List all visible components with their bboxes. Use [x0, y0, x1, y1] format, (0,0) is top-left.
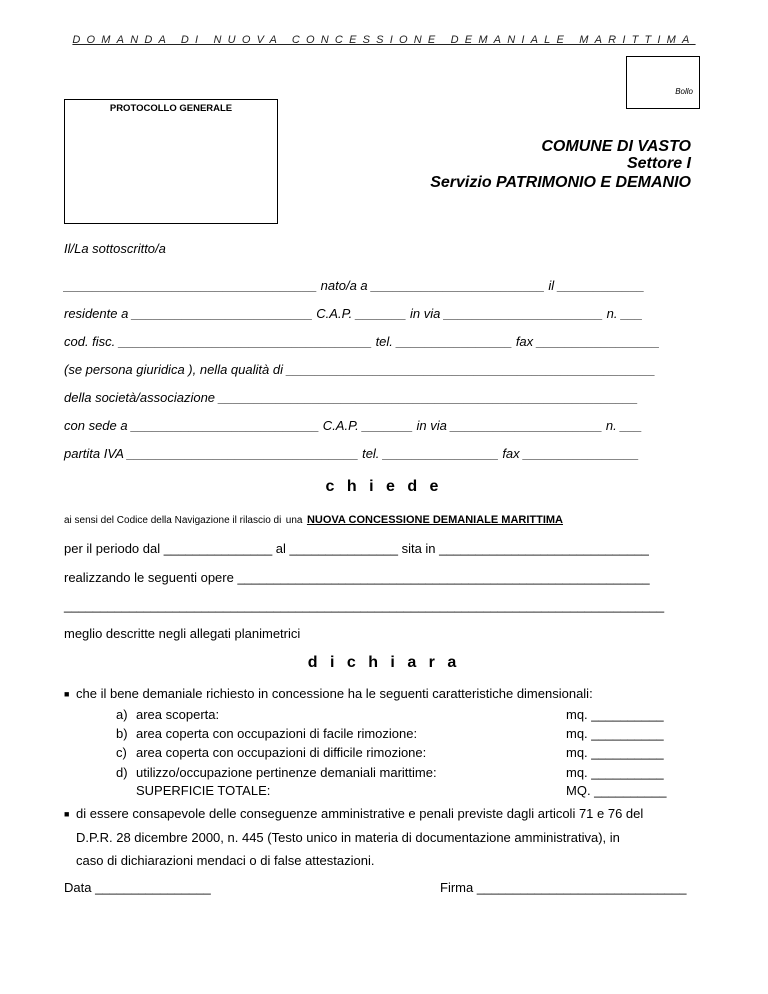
chiede-heading: c h i e d e — [325, 478, 443, 495]
item-c-letter: c) — [116, 745, 127, 760]
bullet-square-icon: ■ — [64, 689, 70, 699]
giuridica-line: (se persona giuridica ), nella qualità di ___________________________________________________ — [64, 362, 656, 377]
sede-line: con sede a __________________________ C.A.P. _______ in via _____________________ n. ___ — [64, 418, 643, 433]
intro-text: ai sensi del Codice della Navigazione il rilascio di — [64, 515, 282, 526]
item-a-unit: mq. __________ — [566, 707, 664, 722]
intro-una: una — [285, 515, 303, 526]
data-field: Data ________________ — [64, 880, 211, 895]
dichiara-heading: d i c h i a r a — [307, 654, 461, 671]
allegati-text: meglio descritte negli allegati planimetrici — [64, 626, 301, 641]
totale-unit: MQ. __________ — [566, 783, 667, 798]
servizio: Servizio PATRIMONIO E DEMANIO — [430, 174, 691, 191]
comune-name: COMUNE DI VASTO — [541, 138, 691, 155]
codfisc-line: cod. fisc. ___________________________________ tel. ________________ fax _________________ — [64, 334, 660, 349]
residente-line: residente a _________________________ C.A.P. _______ in via ______________________ n. ___ — [64, 306, 643, 321]
iva-line: partita IVA ________________________________ tel. ________________ fax ________________ — [64, 446, 639, 461]
item-d-unit: mq. __________ — [566, 765, 664, 780]
nato-line: ___________________________________ nato/a a ________________________ il ____________ — [64, 278, 645, 293]
item-b-unit: mq. __________ — [566, 726, 664, 741]
settore: Settore I — [626, 155, 691, 172]
item-b-letter: b) — [116, 726, 128, 741]
periodo-line: per il periodo dal _______________ al _______________ sita in _____________________________ — [64, 541, 649, 556]
item-c-text: area coperta con occupazioni di difficile rimozione: — [136, 745, 427, 760]
sottoscritto-label: Il/La sottoscritto/a — [64, 241, 166, 256]
bullet-square-icon: ■ — [64, 809, 70, 819]
item-a-text: area scoperta: — [136, 707, 220, 722]
intro-bold: NUOVA CONCESSIONE DEMANIALE MARITTIMA — [306, 514, 563, 526]
totale-label: SUPERFICIE TOTALE: — [136, 783, 271, 798]
protocollo-box — [64, 99, 278, 224]
bullet2-line3: caso di dichiarazioni mendaci o di false attestazioni. — [76, 853, 375, 868]
societa-line: della società/associazione __________________________________________________________ — [64, 390, 638, 405]
chiede-intro — [64, 510, 563, 528]
item-b-text: area coperta con occupazioni di facile rimozione: — [136, 726, 418, 741]
document-title: DOMANDA DI NUOVA CONCESSIONE DEMANIALE MARITTIMA — [72, 34, 696, 46]
item-a-letter: a) — [116, 707, 128, 722]
firma-field: Firma _____________________________ — [440, 880, 687, 895]
item-d-letter: d) — [116, 765, 128, 780]
item-c-unit: mq. __________ — [566, 745, 664, 760]
bollo-box — [626, 56, 700, 109]
protocollo-label: PROTOCOLLO GENERALE — [109, 103, 233, 114]
item-d-text: utilizzo/occupazione pertinenze demaniali marittime: — [136, 765, 437, 780]
bollo-label: Bollo — [675, 87, 693, 96]
bullet2-line2: D.P.R. 28 dicembre 2000, n. 445 (Testo unico in materia di documentazione amministrativa), in — [76, 830, 620, 845]
opere-line: realizzando le seguenti opere _________________________________________________________ — [64, 570, 650, 585]
bullet2-line1: di essere consapevole delle conseguenze amministrative e penali previste dagli articoli 71 e 76 del — [76, 806, 644, 821]
blank-line: ___________________________________________________________________________________ — [64, 598, 665, 613]
bullet1-text: che il bene demaniale richiesto in concessione ha le seguenti caratteristiche dimensionali: — [76, 686, 593, 701]
